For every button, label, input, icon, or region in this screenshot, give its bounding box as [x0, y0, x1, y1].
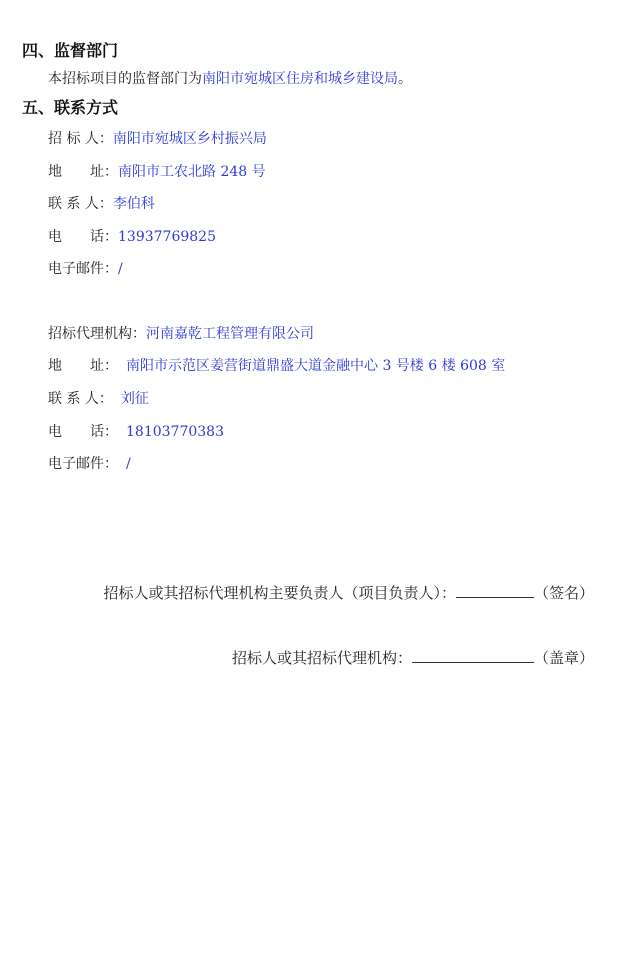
agency-address-value: 南阳市示范区姜营街道鼎盛大道金融中心 3 号楼 6 楼 608 室	[126, 358, 506, 374]
tenderer-phone-value: 13937769825	[118, 229, 216, 245]
agency-name-label: 招标代理机构：	[48, 326, 146, 342]
supervision-prefix: 本招标项目的监督部门为	[48, 71, 202, 87]
tenderer-address-value: 南阳市工农北路 248 号	[118, 164, 266, 180]
section4-heading: 四、监督部门	[22, 41, 119, 60]
agency-contact-value: 刘征	[120, 391, 149, 407]
agency-contact-label: 联 系 人：	[48, 391, 113, 407]
agency-email-value: /	[126, 456, 131, 472]
tenderer-contact-row	[48, 193, 155, 213]
tenderer-contact-label: 联 系 人：	[48, 196, 113, 212]
tenderer-name-row	[48, 128, 267, 148]
supervision-suffix: 。	[398, 71, 412, 87]
tenderer-email-label: 电子邮件：	[48, 261, 118, 277]
tenderer-phone-label: 电 话：	[48, 229, 118, 245]
signature-blank-2	[412, 648, 534, 663]
agency-name-row	[48, 323, 314, 343]
agency-phone-row	[48, 421, 224, 441]
agency-email-row	[48, 453, 131, 473]
supervision-dept: 南阳市宛城区住房和城乡建设局	[202, 71, 398, 87]
agency-address-row	[48, 355, 505, 375]
agency-phone-value: 18103770383	[126, 424, 224, 440]
signature-blank-1	[456, 583, 534, 598]
tenderer-contact-value: 李伯科	[112, 196, 155, 212]
supervision-text	[48, 68, 412, 88]
tenderer-address-label: 地 址：	[48, 164, 118, 180]
signature-line-2-text: 招标人或其招标代理机构：	[231, 649, 412, 667]
agency-email-label: 电子邮件：	[48, 456, 118, 472]
agency-contact-row	[48, 388, 149, 408]
signature-line-1	[103, 582, 594, 603]
section5-heading: 五、联系方式	[22, 98, 119, 117]
signature-line-1-suffix: （签名）	[533, 584, 594, 602]
agency-name-value: 河南嘉乾工程管理有限公司	[146, 326, 314, 342]
tenderer-email-value: /	[118, 261, 123, 277]
signature-line-1-text: 招标人或其招标代理机构主要负责人（项目负责人）：	[103, 584, 456, 602]
tenderer-address-row	[48, 161, 266, 181]
tenderer-email-row	[48, 258, 123, 278]
signature-line-2	[232, 647, 594, 668]
signature-line-2-suffix: （盖章）	[533, 649, 594, 667]
tenderer-name-label: 招 标 人：	[48, 131, 113, 147]
agency-address-label: 地 址：	[48, 358, 118, 374]
tenderer-phone-row	[48, 226, 216, 246]
tenderer-name-value: 南阳市宛城区乡村振兴局	[112, 131, 267, 147]
agency-phone-label: 电 话：	[48, 424, 118, 440]
